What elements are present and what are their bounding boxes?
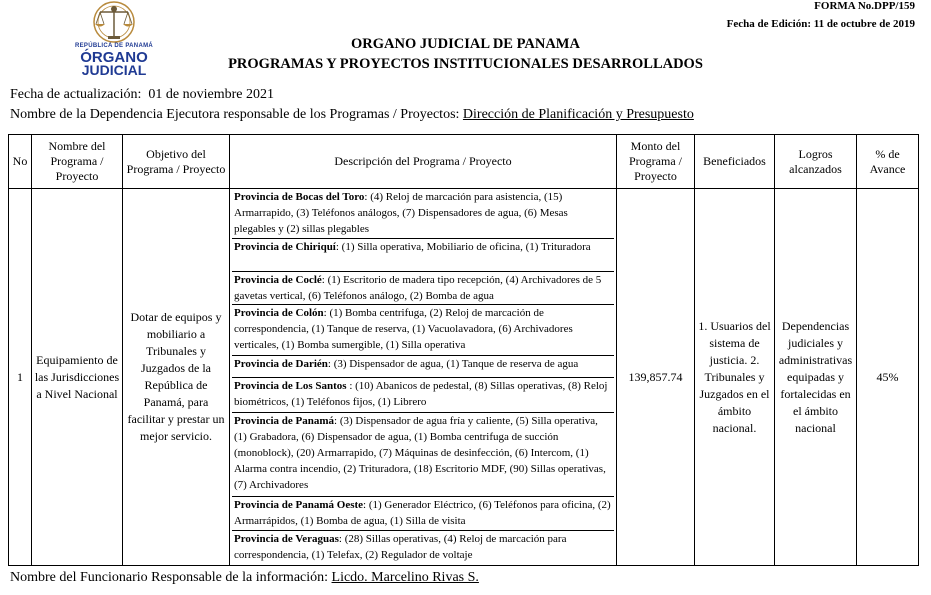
dependency-value: Dirección de Planificación y Presupuesto — [462, 107, 694, 122]
province-name: Provincia de Colón — [234, 307, 324, 320]
province-items: : (1) Escritorio de madera tipo recepción, (4) Archivadores de 5 gavetas vertical, (6) Teléfonos análogo, (2) Bomba de agua — [234, 273, 602, 302]
logo-judicial-text: JUDICIAL — [81, 62, 147, 78]
dependency-line — [10, 107, 694, 123]
province-name: Provincia de Los Santos — [234, 380, 347, 393]
document-title: ORGANO JUDICIAL DE PANAMA — [351, 36, 580, 52]
logo-country-text: REPÚBLICA DE PANAMÁ — [74, 43, 154, 49]
province-name: Provincia de Panamá — [234, 414, 335, 427]
update-date-value: 01 de noviembre 2021 — [148, 87, 274, 102]
province-name: Provincia de Coclé — [234, 273, 322, 286]
province-name: Provincia de Chiriquí — [234, 240, 336, 253]
province-item-chiriqui — [232, 238, 614, 271]
header-logros: Logros alcanzados — [775, 135, 857, 189]
province-items: : (1) Generador Eléctrico, (6) Teléfonos para oficina, (2) Armarrápidos, (1) Bomba de agua, (1) Silla de visita — [234, 498, 611, 527]
cell-monto: 139,857.74 — [617, 189, 695, 566]
province-item-darien — [232, 355, 614, 377]
form-info — [727, 0, 915, 31]
header-no: No — [9, 135, 32, 189]
logo-organo-text: ÓRGANO — [80, 49, 148, 66]
province-item-veraguas — [232, 531, 614, 565]
document-subtitle: PROGRAMAS Y PROYECTOS INSTITUCIONALES DESARROLLADOS — [228, 56, 703, 72]
edition-date: Fecha de Edición: 11 de octubre de 2019 — [726, 18, 915, 30]
province-item-panama-oeste — [232, 496, 614, 530]
header-nombre: Nombre del Programa / Proyecto — [32, 135, 123, 189]
cell-nombre: Equipamiento de las Jurisdicciones a Nivel Nacional — [32, 189, 123, 566]
cell-descripcion — [230, 189, 617, 566]
header-objetivo: Objetivo del Programa / Proyecto — [123, 135, 230, 189]
header-avance: % de Avance — [857, 135, 919, 189]
responsible-official-line — [10, 570, 479, 586]
province-item-panama — [232, 412, 614, 496]
province-name: Provincia de Bocas del Toro — [234, 191, 365, 203]
province-item-bocas-del-toro — [232, 189, 614, 238]
official-name: Licdo. Marcelino Rivas S. — [331, 570, 479, 585]
province-items: : (28) Sillas operativas, (4) Reloj de marcación para correspondencia, (1) Telefax, (2) Regulador de voltaje — [234, 533, 567, 562]
province-name: Provincia de Darién — [234, 357, 328, 370]
province-items: : (1) Bomba centrifuga, (2) Reloj de marcación de correspondencia, (1) Tanque de reserva, (1) Vacuolavadora, (6) Archivadores verticales, (1) Bomba sumergible, (1) Silla operativa — [234, 307, 573, 352]
cell-logros: Dependencias judiciales y administrativas equipadas y fortalecidas en el ámbito nacional — [775, 189, 857, 566]
province-items: : (3) Dispensador de agua, (1) Tanque de reserva de agua — [327, 357, 579, 370]
province-items: : (10) Abanicos de pedestal, (8) Sillas operativas, (8) Reloj biométricos, (1) Teléfonos fijos, (1) Librero — [234, 380, 608, 409]
province-name: Provincia de Panamá Oeste — [234, 498, 364, 511]
province-items: : (3) Dispensador de agua fría y caliente, (5) Silla operativa, (1) Grabadora, (6) Dispensador de agua, (1) Bomba centrifuga de succión (monoblock), (20) Armarrapido, (7) Máquinas de desinfección, (6) Intercom, (1) Alarma contra incendio, (2) Trituradora, (18) Escritorio MDF, (90) Sillas operativas, (7) Archivadores — [234, 414, 606, 491]
official-label: Nombre del Funcionario Responsable de la información: — [10, 570, 329, 585]
update-date-line — [10, 87, 274, 103]
form-number: FORMA No.DPP/159 — [814, 0, 915, 12]
header-monto: Monto del Programa / Proyecto — [617, 135, 695, 189]
province-name: Provincia de Veraguas — [234, 533, 339, 546]
cell-avance: 45% — [857, 189, 919, 566]
programs-table — [8, 134, 919, 566]
province-list — [232, 189, 614, 565]
province-items: : (1) Silla operativa, Mobiliario de oficina, (1) Trituradora — [335, 240, 591, 253]
table-row — [9, 189, 919, 566]
dependency-label: Nombre de la Dependencia Ejecutora responsable de los Programas / Proyectos: — [10, 107, 460, 122]
province-item-cocle — [232, 271, 614, 304]
cell-objetivo: Dotar de equipos y mobiliario a Tribunales y Juzgados de la República de Panamá, para facilitar y prestar un mejor servicio. — [123, 189, 230, 566]
table-header-row — [9, 135, 919, 189]
header-descripcion: Descripción del Programa / Proyecto — [230, 135, 617, 189]
cell-beneficiados: 1. Usuarios del sistema de justicia. 2. Tribunales y Juzgados en el ámbito nacional. — [695, 189, 775, 566]
update-date-label: Fecha de actualización: — [10, 87, 142, 102]
province-item-los-santos — [232, 378, 614, 412]
header-beneficiados: Beneficiados — [695, 135, 775, 189]
province-items: : (4) Reloj de marcación para asistencia, (15) Armarrapido, (3) Teléfonos análogos, (7) Dispensadores de agua, (6) Mesas plegables y (2) sillas plegables — [234, 191, 568, 235]
cell-no: 1 — [9, 189, 32, 566]
province-item-colon — [232, 305, 614, 356]
